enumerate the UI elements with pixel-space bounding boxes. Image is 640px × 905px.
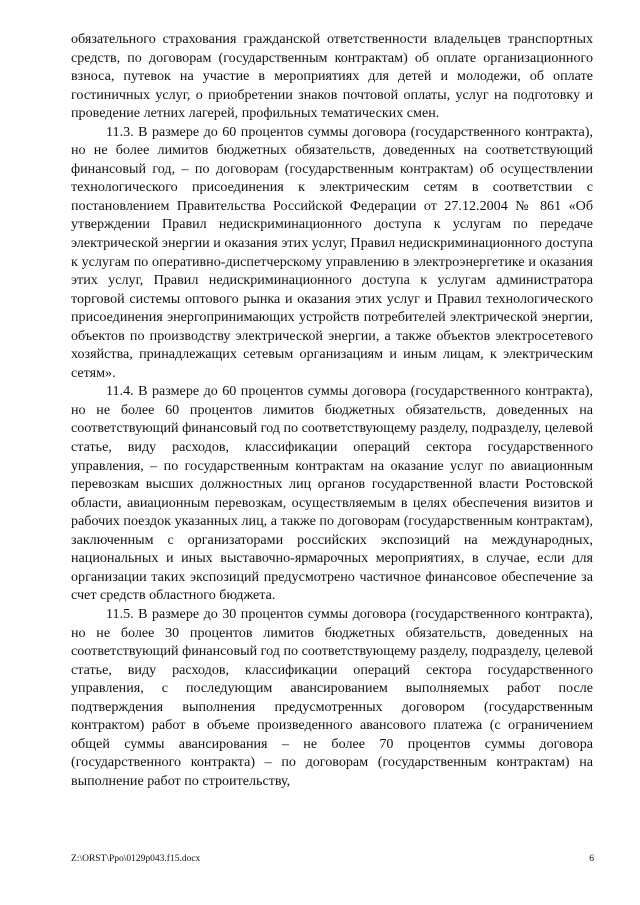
document-body — [71, 30, 593, 790]
paragraph-continuation: обязательного страхования гражданской ответственности владельцев транспортных средств, по договорам (государственным контрактам) об оплате организационного взноса, путевок на участие в мероприятиях для детей и молодежи, об оплате гостиничных услуг, о приобретении знаков почтовой оплаты, услуг на подготовку и проведение летних лагерей, профильных тематических смен. — [71, 31, 593, 122]
paragraph-11-4: 11.4. В размере до 60 процентов суммы договора (государственного контракта), но не более 60 процентов лимитов бюджетных обязательств, доведенных на соответствующий финансовый год по соответствующему разделу, подразделу, целевой статье, виду расходов, классификации операций сектора государственного управления, – по государственным контрактам на оказание услуг по авиационным перевозкам высших должностных лиц органов государственной власти Ростовской области, авиационным перевозкам, осуществляемым в целях обеспечения визитов и рабочих поездок указанных лиц, а также по договорам (государственным контрактам), заключенным с организаторами российских экспозиций на международных, национальных и иных выставочно-ярмарочных мероприятиях, в случае, если для организации таких экспозиций предусмотрено частичное финансовое обеспечение за счет средств областного бюджета. — [71, 383, 593, 604]
paragraph-11-3: 11.3. В размере до 60 процентов суммы договора (государственного контракта), но не более лимитов бюджетных обязательств, доведенных на соответствующий финансовый год, – по договорам (государственным контрактам) об осуществлении технологического присоединения к электрическим сетям в соответствии с постановлением Правительства Российской Федерации от 27.12.2004 № 861 «Об утверждении Правил недискриминационного доступа к услугам по передаче электрической энергии и оказания этих услуг, Правил недискриминационного доступа к услугам по оперативно-диспетчерскому управлению в электроэнергетике и оказания этих услуг, Правил недискриминационного доступа к услугам администратора торговой системы оптового рынка и оказания этих услуг и Правил технологического присоединения энергопринимающих устройств потребителей электрической энергии, объектов по производству электрической энергии, а также объектов электросетевого хозяйства, принадлежащих сетевым организациям и иным лицам, к электрическим сетям». — [71, 123, 593, 381]
footer-file-path: Z:\ORST\Ppo\0129p043.f15.docx — [71, 854, 201, 864]
page-footer — [71, 852, 594, 866]
paragraph-11-5: 11.5. В размере до 30 процентов суммы договора (государственного контракта), но не более 30 процентов лимитов бюджетных обязательств, доведенных на соответствующий финансовый год по соответствующему разделу, подразделу, целевой статье, виду расходов, классификации операций сектора государственного управления, с последующим авансированием выполняемых работ после подтверждения выполнения предусмотренных договором (государственным контрактом) работ в объеме произведенного авансового платежа (с ограничением общей суммы авансирования – не более 70 процентов суммы договора (государственного контракта) – по договорам (государственным контрактам) на выполнение работ по строительству, — [71, 605, 593, 789]
footer-page-number: 6 — [589, 854, 594, 864]
